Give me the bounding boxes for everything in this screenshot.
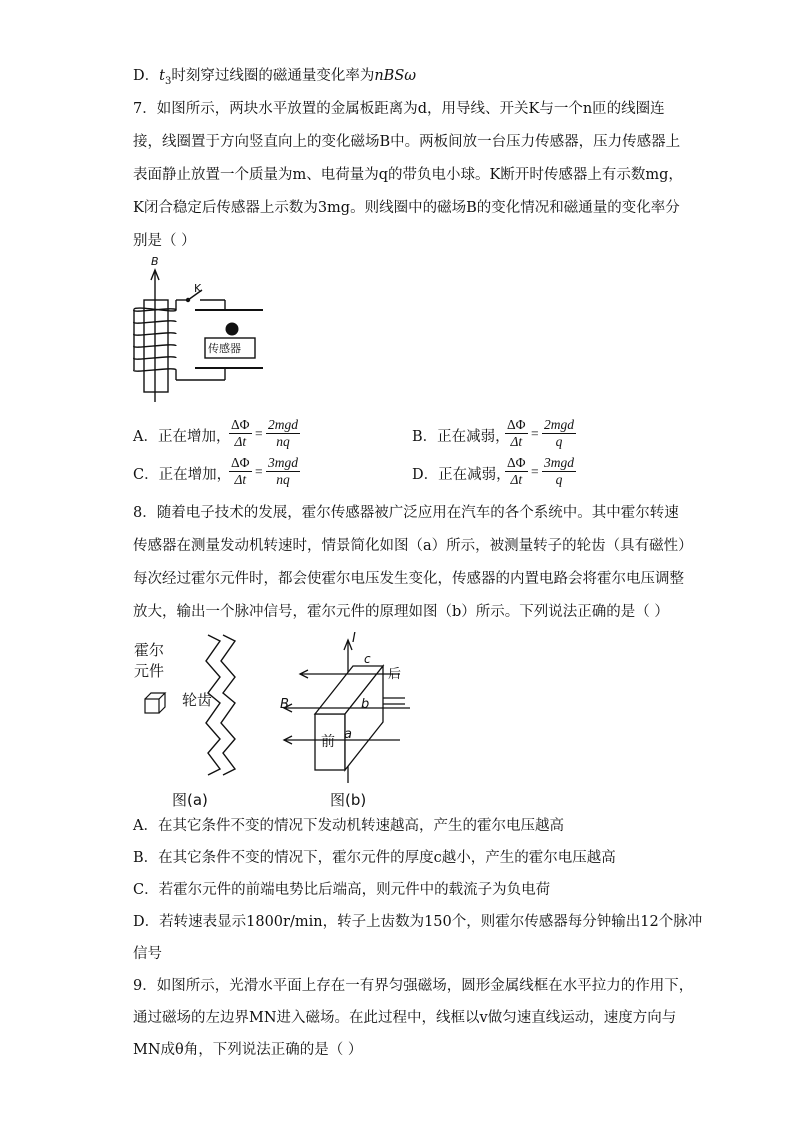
q7-option-a-label: A．正在增加，	[133, 429, 231, 445]
q7-option-c	[133, 465, 231, 485]
q8-line-2: 传感器在测量发动机转速时，情景简化如图（a）所示，被测量转子的轮齿（具有磁性）	[133, 538, 693, 554]
q7-option-d-rhs	[542, 455, 576, 488]
q7-sensor-label: 传感器	[208, 342, 241, 355]
q7-b-rhs-num: 2mgd	[544, 417, 574, 432]
q7-option-c-label: C．正在增加，	[133, 467, 232, 483]
q7-a-rhs-num: 2mgd	[268, 417, 298, 432]
q8-fig-b-a-label: a	[344, 727, 352, 742]
q7-a-rhs-den: nq	[276, 434, 290, 449]
q8-option-b: B．在其它条件不变的情况下，霍尔元件的厚度c越小，产生的霍尔电压越高	[133, 850, 616, 866]
q7-option-c-lhs	[229, 455, 252, 488]
q8-option-a: A．在其它条件不变的情况下发动机转速越高，产生的霍尔电压越高	[133, 818, 564, 834]
q9-line-3: MN成θ角，下列说法正确的是（ ）	[133, 1042, 363, 1058]
q7-option-d	[412, 465, 511, 485]
q7-b-equals: =	[531, 426, 539, 441]
q8-fig-b-c-label: c	[364, 652, 371, 666]
q7-option-b-label: B．正在减弱，	[412, 429, 510, 445]
q6-option-d	[133, 66, 416, 92]
q8-fig-b-i-label: I	[352, 631, 356, 646]
q7-circuit-figure	[120, 252, 280, 412]
q8-fig-b-b-field-label: B	[280, 697, 289, 712]
q7-line-1: 7．如图所示，两块水平放置的金属板距离为d，用导线、开关K与一个n匝的线圈连	[133, 101, 665, 117]
q7-option-d-label: D．正在减弱，	[412, 467, 511, 483]
q7-line-2: 接，线圈置于方向竖直向上的变化磁场B中。两板间放一台压力传感器，压力传感器上	[133, 134, 681, 150]
q8-figure-a	[128, 625, 248, 810]
q7-b-lhs-num: ΔΦ	[507, 417, 526, 432]
q6-option-d-text: 时刻穿过线圈的磁通量变化率为	[171, 68, 375, 84]
q7-option-c-rhs	[266, 455, 300, 488]
q7-k-label: K	[194, 282, 202, 295]
q9-line-2: 通过磁场的左边界MN进入磁场。在此过程中，线框以v做匀速直线运动，速度方向与	[133, 1010, 677, 1026]
q6-option-d-label: D．	[133, 68, 160, 84]
q7-a-lhs-num: ΔΦ	[231, 417, 250, 432]
hall-element-cube-icon	[145, 693, 165, 713]
q8-fig-b-caption: 图(b)	[330, 791, 367, 809]
q6-option-d-t: t	[159, 68, 165, 84]
q7-a-lhs-den: Δt	[234, 434, 247, 449]
q7-d-rhs-den: q	[555, 472, 563, 487]
q8-fig-a-caption: 图(a)	[172, 791, 208, 809]
q8-option-c: C．若霍尔元件的前端电势比后端高，则元件中的载流子为负电荷	[133, 882, 551, 898]
q8-fig-b-back-label: 后	[388, 667, 402, 682]
q7-c-rhs-den: nq	[276, 472, 290, 487]
q7-d-rhs-num: 3mgd	[544, 455, 574, 470]
q7-option-d-lhs	[505, 455, 528, 488]
q8-fig-a-gear-label: 轮齿	[182, 691, 213, 709]
q8-option-d-cont: 信号	[133, 946, 162, 962]
q7-a-equals: =	[255, 426, 263, 441]
q6-option-d-sub: 3	[164, 75, 172, 87]
q7-d-lhs-den: Δt	[510, 472, 523, 487]
q7-c-equals: =	[255, 464, 263, 479]
q8-line-1: 8．随着电子技术的发展，霍尔传感器被广泛应用在汽车的各个系统中。其中霍尔转速	[133, 505, 679, 521]
q7-option-a	[133, 427, 230, 447]
q8-line-3: 每次经过霍尔元件时，都会使霍尔电压发生变化，传感器的内置电路会将霍尔电压调整	[133, 571, 684, 587]
q7-d-lhs-num: ΔΦ	[507, 455, 526, 470]
q7-option-b-lhs	[505, 417, 528, 450]
q8-option-d: D．若转速表显示1800r/min，转子上齿数为150个，则霍尔传感器每分钟输出12个脉冲	[133, 914, 703, 930]
q7-line-4: K闭合稳定后传感器上示数为3mg。则线圈中的磁场B的变化情况和磁通量的变化率分	[133, 200, 680, 216]
q8-fig-a-label1: 霍尔	[134, 641, 165, 659]
q7-option-a-rhs	[266, 417, 300, 450]
q9-line-1: 9．如图所示，光滑水平面上存在一有界匀强磁场，圆形金属线框在水平拉力的作用下，	[133, 978, 694, 994]
q7-c-lhs-den: Δt	[234, 472, 247, 487]
q7-c-rhs-num: 3mgd	[268, 455, 298, 470]
q8-figure-b	[270, 628, 420, 813]
q7-option-a-lhs	[229, 417, 252, 450]
q8-fig-b-b-label: b	[361, 697, 370, 712]
q7-b-lhs-den: Δt	[510, 434, 523, 449]
q7-option-b	[412, 427, 510, 447]
q7-d-equals: =	[531, 464, 539, 479]
q7-b-rhs-den: q	[555, 434, 563, 449]
q6-option-d-expr: nBSω	[374, 68, 417, 84]
q8-line-4: 放大，输出一个脉冲信号，霍尔元件的原理如图（b）所示。下列说法正确的是（ ）	[133, 604, 669, 620]
q8-fig-b-front-label: 前	[321, 734, 335, 750]
q8-fig-a-label2: 元件	[134, 662, 165, 680]
q7-b-label: B	[151, 255, 159, 268]
q7-c-lhs-num: ΔΦ	[231, 455, 250, 470]
q7-line-3: 表面静止放置一个质量为m、电荷量为q的带负电小球。K断开时传感器上有示数mg，	[133, 167, 683, 183]
q7-option-b-rhs	[542, 417, 576, 450]
q7-line-5: 别是（ ）	[133, 233, 196, 249]
